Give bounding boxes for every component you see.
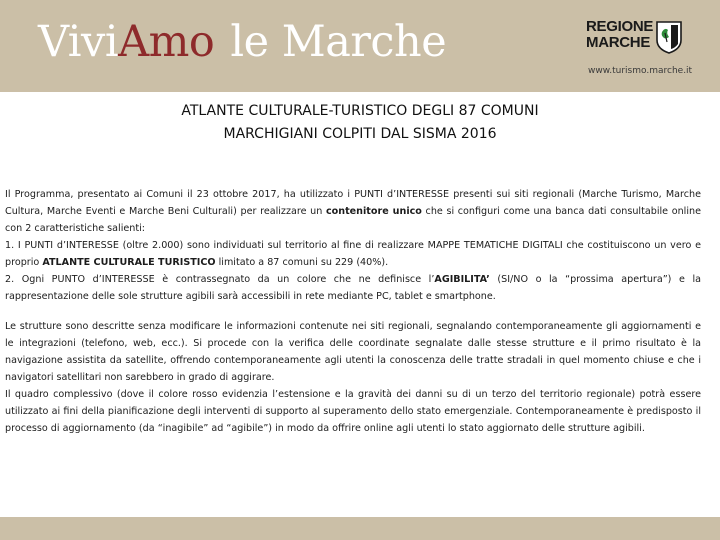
regione-marche-wordmark xyxy=(586,19,653,51)
paragraph-1-text-end: che si configuri come una banca dati consultabile online con 2 caratteristiche salienti: xyxy=(5,206,701,234)
paragraph-5: Il quadro complessivo (dove il colore rosso evidenzia l’estensione e la gravità dei danni su di un terzo del territorio regionale) potrà essere utilizzato ai fini della pianificazione degli interventi di supporto al superamento dello stato emergenziale. Contemporaneamente è predisposto il processo di aggiornamento (da “inagibile” ad “agibile”) in modo da offrire online agli utenti lo stato aggiornato delle strutture agibili. xyxy=(5,389,701,434)
paragraph-2-bold: ATLANTE CULTURALE TURISTICO xyxy=(42,257,216,268)
paragraph-1-text: Il Programma, presentato ai Comuni il 23 ottobre 2017, ha utilizzato i PUNTI d’INTERESSE presenti sui siti regionali (Marche Turismo, Marche Cultura, Marche Eventi e Marche Beni Culturali) per realizzare un xyxy=(5,189,701,217)
brand-part-vivi: Vivi xyxy=(38,17,119,67)
site-url: www.turismo.marche.it xyxy=(588,66,693,76)
paragraph-3-bold: AGIBILITA’ xyxy=(434,274,490,285)
logo-line-regione: REGIONE xyxy=(586,18,654,35)
paragraph-3-text: 2. Ogni PUNTO d’INTERESSE è contrassegnato da un colore che ne definisce l’ xyxy=(5,274,435,285)
title-line-1: ATLANTE CULTURALE-TURISTICO DEGLI 87 COMUNI xyxy=(181,103,539,119)
title-line-2: MARCHIGIANI COLPITI DAL SISMA 2016 xyxy=(223,126,497,142)
paragraph-3-text-end: (SI/NO o la “prossima apertura”) e la rappresentazione delle sole strutture agibili sarà accessibili in rete mediante PC, tablet e smartphone. xyxy=(5,274,702,302)
footer-bar xyxy=(0,517,720,540)
logo-line-marche: MARCHE xyxy=(586,34,651,51)
paragraph-2-text-end: limitato a 87 comuni su 229 (40%). xyxy=(215,257,389,268)
page-title xyxy=(0,100,720,146)
paragraph-4: Le strutture sono descritte senza modificare le informazioni contenute nei siti regionali, segnalando contemporaneamente gli aggiornamenti e le integrazioni (telefono, web, ecc.). Si procede con la verifica delle coordinate segnalate dalle stesse strutture e il primo risultato è la navigazione assistita da satellite, offrendo contemporaneamente agli utenti la conoscenza delle tratte stradali in quel momento chiuse e che i navigatori satellitari non sarebbero in grado di aggirare. xyxy=(5,321,701,383)
paragraph-2 xyxy=(5,237,701,271)
brand-logo xyxy=(38,14,446,70)
paragraph-gap xyxy=(5,305,701,318)
header-banner xyxy=(0,0,720,92)
paragraph-2-text: 1. I PUNTI d’INTERESSE (oltre 2.000) sono individuati sul territorio al fine di realizzare MAPPE TEMATICHE DIGITALI che costituiscono un vero e proprio xyxy=(5,240,701,268)
body-text xyxy=(5,186,701,437)
paragraph-1 xyxy=(5,186,701,237)
paragraph-3 xyxy=(5,271,701,305)
brand-part-amo: Amo xyxy=(118,17,215,67)
brand-part-le-marche: le Marche xyxy=(230,17,447,67)
regional-coat-of-arms-icon xyxy=(654,20,684,54)
regione-marche-logo xyxy=(582,16,692,66)
paragraph-1-bold: contenitore unico xyxy=(325,206,422,217)
